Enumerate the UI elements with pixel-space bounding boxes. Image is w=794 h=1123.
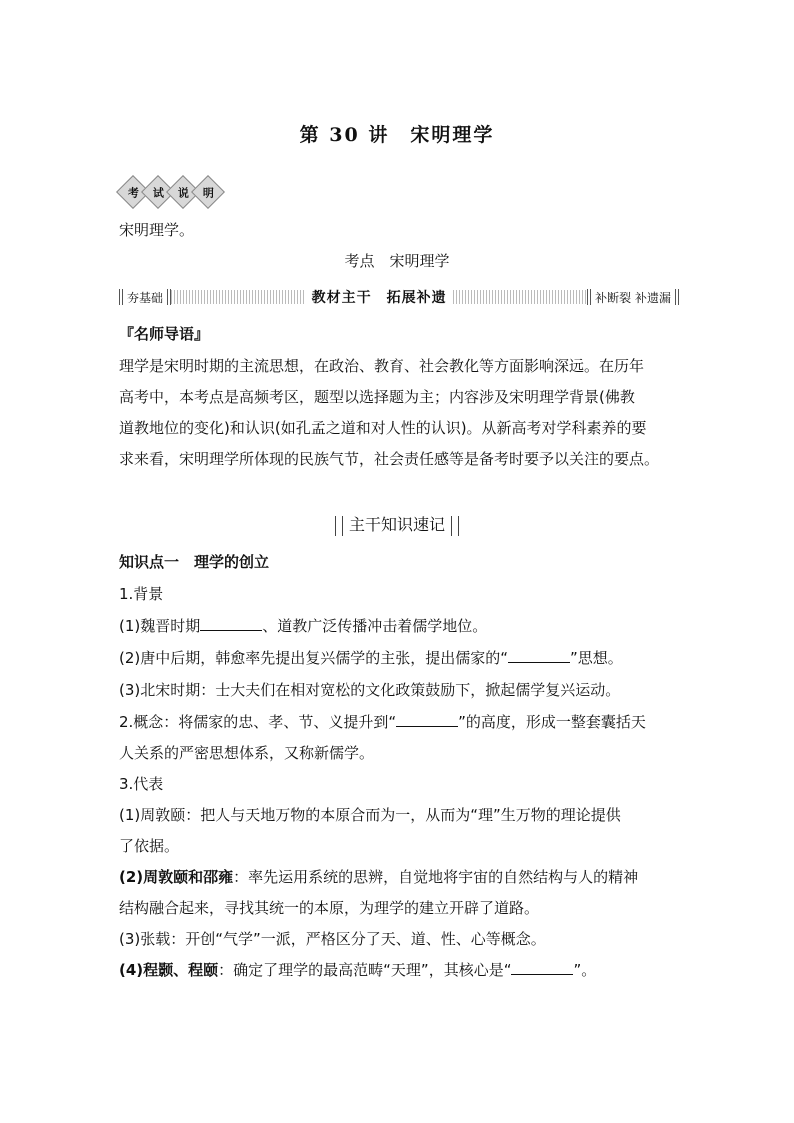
- section-line-right: [451, 516, 459, 536]
- exam-note-text: 宋明理学。: [119, 221, 195, 239]
- answer-blank[interactable]: [396, 712, 458, 727]
- answer-blank[interactable]: [508, 648, 570, 663]
- bar-right-label: 补断裂 补遗漏: [595, 290, 671, 305]
- guide-line: 高考中，本考点是高频考区，题型以选择题为主；内容涉及宋明理学背景(佛教: [119, 388, 635, 406]
- concept-line-2: 人关系的严密思想体系，又称新儒学。: [119, 744, 375, 762]
- answer-blank[interactable]: [200, 616, 262, 631]
- badge-cell: 说: [166, 175, 200, 209]
- section-line-left: [335, 516, 343, 536]
- bar-hatch: [453, 290, 588, 304]
- rep-2-line-1: (2)周敦颐和邵雍：率先运用系统的思辨，自觉地将宇宙的自然结构与人的精神: [119, 868, 639, 886]
- bar-left-label: 夯基础: [127, 290, 164, 305]
- badge-cell: 明: [191, 175, 225, 209]
- page-title: 第 30 讲 宋明理学: [299, 124, 495, 146]
- section-title: 主干知识速记: [0, 512, 794, 536]
- rep-3: (3)张载：开创“气学”一派，严格区分了天、道、性、心等概念。: [119, 930, 546, 948]
- badge-cell: 考: [116, 175, 150, 209]
- bar-center-label: 教材主干 拓展补遗: [311, 290, 447, 306]
- answer-blank[interactable]: [511, 960, 573, 975]
- representatives-title: 3.代表: [119, 775, 164, 793]
- rep-1-line-1: (1)周敦颐：把人与天地万物的本原合而为一，从而为“理”生万物的理论提供: [119, 806, 621, 824]
- background-item-3: (3)北宋时期：士大夫们在相对宽松的文化政策鼓励下，掀起儒学复兴运动。: [119, 681, 621, 699]
- bar-separator: [675, 289, 679, 305]
- rep-4: (4)程颢、程颐：确定了理学的最高范畴“天理”，其核心是“ ”。: [119, 961, 597, 979]
- exam-note-badge: [121, 180, 220, 204]
- badge-cell: 试: [141, 175, 175, 209]
- bar-hatch: [171, 290, 306, 304]
- rep-1-line-2: 了依据。: [119, 837, 180, 855]
- background-item-1: (1)魏晋时期 、道教广泛传播冲击着儒学地位。: [119, 617, 488, 635]
- guide-heading: 『名师导语』: [119, 325, 210, 343]
- concept-line-1: 2.概念：将儒家的忠、孝、节、义提升到“ ”的高度，形成一整套囊括天: [119, 713, 646, 731]
- kaodian-heading: 考点 宋明理学: [344, 252, 450, 270]
- guide-line: 道教地位的变化)和认识(如孔孟之道和对人性的认识)。从新高考对学科素养的要: [119, 419, 647, 437]
- section-bar: [119, 287, 679, 307]
- guide-line: 理学是宋明时期的主流思想，在政治、教育、社会教化等方面影响深远。在历年: [119, 357, 645, 375]
- background-title: 1.背景: [119, 585, 164, 603]
- rep-2-line-2: 结构融合起来，寻找其统一的本原，为理学的建立开辟了道路。: [119, 899, 540, 917]
- guide-line: 求来看，宋明理学所体现的民族气节，社会责任感等是备考时要予以关注的要点。: [119, 450, 660, 468]
- kp1-title: 知识点一 理学的创立: [119, 553, 270, 571]
- background-item-2: (2)唐中后期，韩愈率先提出复兴儒学的主张，提出儒家的“ ”思想。: [119, 649, 623, 667]
